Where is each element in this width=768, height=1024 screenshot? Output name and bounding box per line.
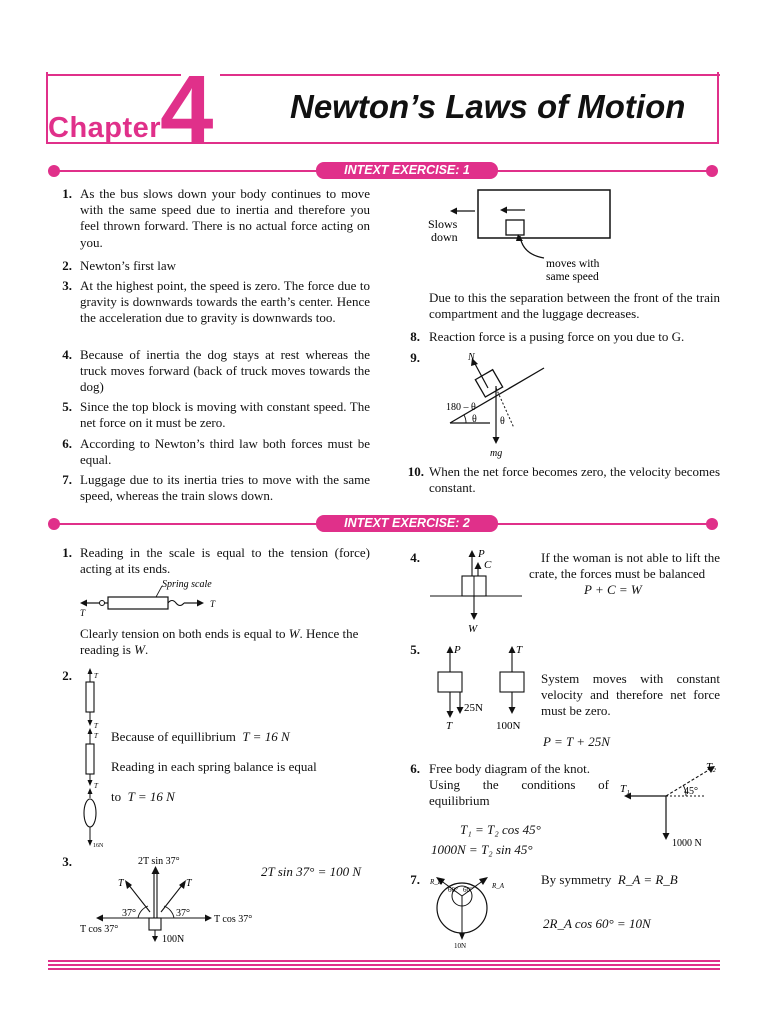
list-item-number: 10.	[407, 464, 424, 479]
tension-left-label: T	[118, 878, 124, 889]
crate-force-diagram	[428, 546, 524, 636]
list-item-number: 1.	[62, 545, 72, 560]
theta-label-2: θ	[500, 416, 505, 427]
header-rule-right	[220, 74, 720, 76]
list-item-number: 1.	[62, 186, 72, 201]
section-tag-2: INTEXT EXERCISE: 2	[316, 515, 498, 532]
applied-force-label: P	[478, 548, 485, 560]
incline-diagram	[440, 348, 550, 460]
footer-rule	[48, 960, 720, 972]
down-label: down	[431, 230, 458, 244]
tension-label: T	[94, 672, 98, 680]
tension-right-label: T	[186, 878, 192, 889]
chapter-number: 4	[160, 56, 214, 163]
item-4-equation: P + C = W	[584, 582, 642, 597]
list-item-number: 5.	[410, 642, 420, 657]
item-5-equation: P = T + 25N	[543, 734, 610, 749]
list-item-text: As the bus slows down your body continues to move with the same speed due to inertia and therefore you feel thrown forward. There is no actual force acting on you.	[80, 186, 370, 250]
slows-label: Slows	[428, 217, 458, 231]
reaction-b-label: R_B	[430, 878, 443, 886]
list-item-text: At the highest point, the speed is zero. The force due to gravity is downwards towards the earth’s center. Hence the acceleration due to gravity is downwards too.	[80, 278, 370, 326]
item-1-conclusion: Clearly tension on both ends is equal to W. Hence the reading is W.	[80, 626, 359, 658]
same-speed-label: same speed	[546, 271, 599, 283]
moves-with-label: moves with	[546, 258, 600, 270]
item-7-line: By symmetry R_A = R_B	[541, 872, 678, 887]
normal-force-label: N	[468, 352, 475, 363]
spring-scale-label: Spring scale	[162, 579, 212, 590]
tension-2-label: T₂	[706, 761, 716, 773]
weight-label: 100N	[162, 934, 185, 945]
item-6-equation-1: T₁ = T₂ cos 45°	[460, 822, 541, 837]
item-6-text-2: Using the conditions of equilibrium	[429, 777, 609, 809]
sphere-wall-diagram	[426, 872, 506, 952]
list-item-number: 9.	[410, 350, 420, 365]
list-item-text: When the net force becomes zero, the velocity becomes constant.	[429, 464, 720, 496]
tension-label: T	[94, 782, 98, 790]
list-item-number: 8.	[410, 329, 420, 344]
list-item-text: Reaction force is a pusing force on you due to G.	[429, 329, 685, 344]
chapter-title: Newton’s Laws of Motion	[290, 88, 686, 125]
list-item-text: Because of inertia the dog stays at rest whereas the truck moves forward (back of truck moves towards the dog)	[80, 347, 370, 395]
list-item-text: Newton’s first law	[80, 258, 177, 273]
item-2-line-3: to T = 16 N	[111, 789, 175, 804]
list-item-text: Since the top block is moving with constant speed. The net force on it must be zero.	[80, 399, 370, 431]
hanging-weight-diagram	[78, 852, 258, 946]
horizontal-right-label: T cos 37°	[214, 914, 253, 925]
spring-balances-diagram	[80, 668, 110, 852]
list-item-number: 6.	[410, 761, 420, 776]
angle-label: 60°	[463, 886, 473, 894]
tension-right-label: T	[210, 599, 216, 609]
section-divider-2	[48, 518, 718, 530]
vertical-component-label: 2T sin 37°	[138, 856, 180, 867]
item-3-equation: 2T sin 37° = 100 N	[261, 864, 362, 879]
list-item-number: 6.	[62, 436, 72, 451]
tension-1-label: T₁	[620, 783, 630, 795]
weight-label: 1000 N	[672, 838, 702, 849]
reaction-a-label: R_A	[492, 882, 505, 890]
chapter-label: Chapter	[48, 112, 162, 144]
weight-label: 16N	[93, 843, 104, 849]
tension-label: T	[94, 722, 98, 730]
item-7-equation: 2R_A cos 60° = 10N	[543, 916, 651, 931]
list-item-text: Luggage due to its inertia tries to move with the same speed, whereas the train slows down.	[80, 472, 370, 504]
weight-label: 10N	[454, 942, 467, 950]
weight-label: 25N	[464, 702, 483, 714]
angle-label: 180 – θ	[446, 402, 476, 413]
tension-label: T	[516, 644, 523, 656]
list-item-text: Reading in the scale is equal to the tension (force) acting at its ends.	[80, 545, 370, 577]
item-6-equation-2: 1000N = T₂ sin 45°	[431, 842, 533, 857]
item-2-line-2: Reading in each spring balance is equal	[111, 759, 317, 774]
list-item-number: 3.	[62, 278, 72, 293]
spring-scale-diagram	[78, 576, 228, 618]
item-2-line-1: Because of equillibrium T = 16 N	[111, 729, 290, 744]
weight-label: mg	[490, 448, 503, 459]
contact-force-label: C	[484, 559, 492, 571]
pulley-blocks-diagram	[430, 640, 540, 732]
section-tag-1: INTEXT EXERCISE: 1	[316, 162, 498, 179]
theta-label-1: θ	[472, 414, 477, 425]
angle-label: 60°	[448, 886, 458, 894]
list-item-number: 7.	[410, 872, 420, 887]
list-item-number: 3.	[62, 854, 72, 869]
list-item-number: 5.	[62, 399, 72, 414]
list-item-number: 7.	[62, 472, 72, 487]
item-5-text: System moves with constant velocity and therefore net force must be zero.	[541, 671, 720, 719]
list-item-number: 4.	[62, 347, 72, 362]
applied-force-label: P	[454, 644, 461, 656]
bus-luggage-diagram	[420, 184, 620, 286]
tension-label: T	[94, 732, 98, 740]
angle-label: 45°	[684, 786, 698, 797]
item-6-text-1: Free body diagram of the knot.	[429, 761, 591, 776]
list-item-text: According to Newton’s third law both forces must be equal.	[80, 436, 370, 468]
list-item-number: 2.	[62, 258, 72, 273]
knot-diagram	[616, 756, 720, 852]
tension-label: T	[446, 720, 453, 732]
list-item-text: Due to this the separation between the front of the train compartment and the luggage decreases.	[429, 290, 720, 322]
weight-label: 100N	[496, 720, 521, 732]
list-item-number: 2.	[62, 668, 72, 683]
tension-left-label: T	[80, 608, 86, 618]
horizontal-left-label: T cos 37°	[80, 924, 119, 935]
list-item-number: 4.	[410, 550, 420, 565]
item-4-text: If the woman is not able to lift the crate, the forces must be balanced	[529, 550, 720, 582]
angle-left-label: 37°	[122, 908, 136, 919]
weight-label: W	[468, 623, 478, 635]
angle-right-label: 37°	[176, 908, 190, 919]
section-divider-1	[48, 165, 718, 177]
